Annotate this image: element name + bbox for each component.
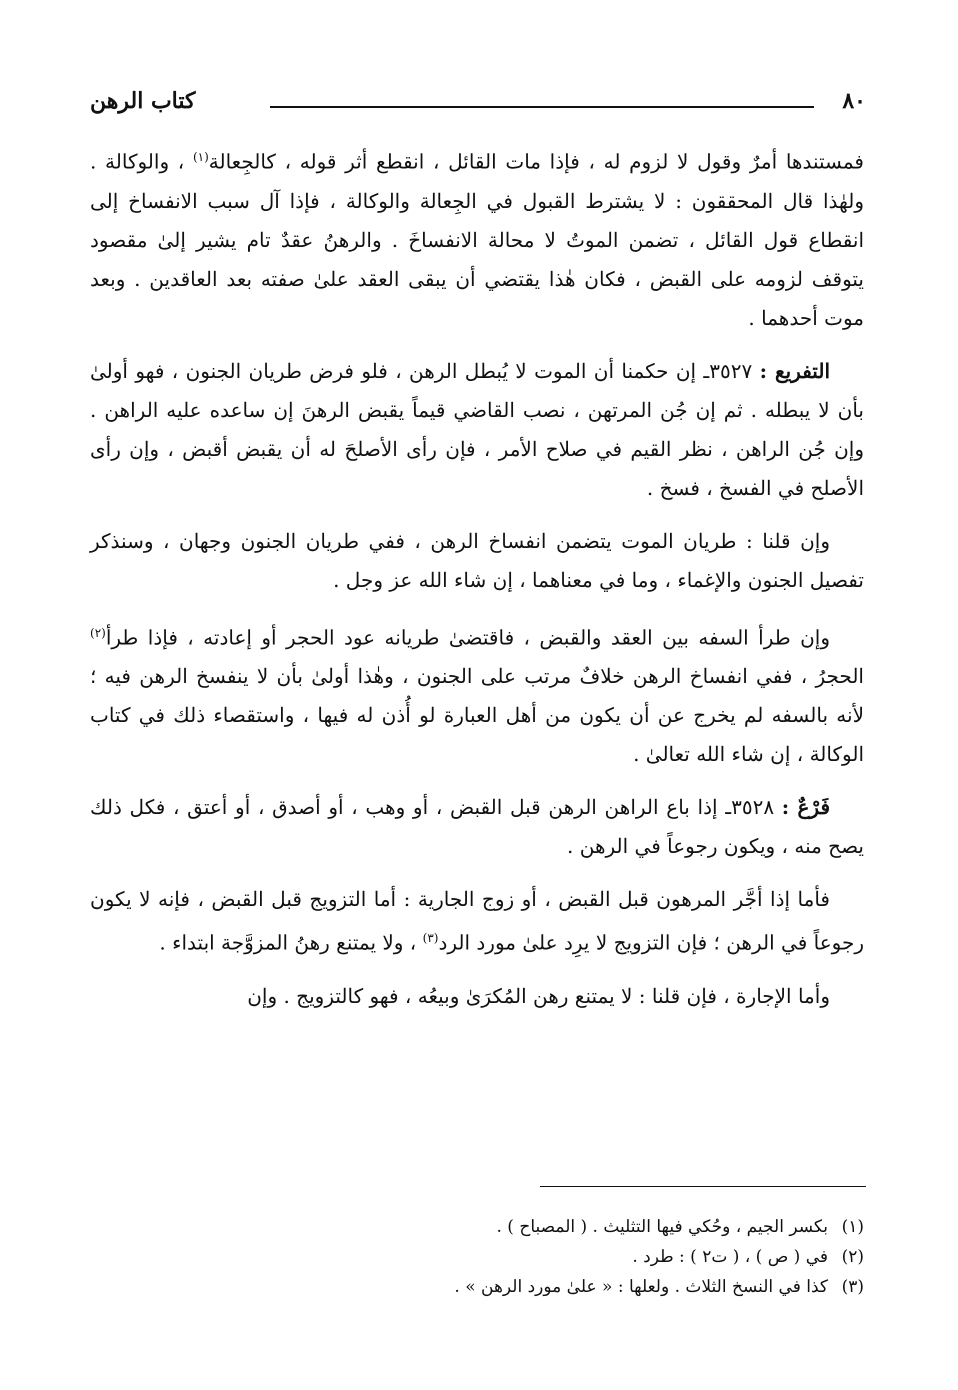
footnote-number: (١)	[841, 1217, 864, 1237]
footnote-text: بكسر الجيم ، وحُكي فيها التثليث . ( المصباح ) .	[496, 1217, 828, 1237]
paragraph	[90, 614, 864, 775]
paragraph-text: وأما الإجارة ، فإن قلنا : لا يمتنع رهن المُكرَىٰ وبيعُه ، فهو كالتزويج . وإن	[247, 983, 830, 1008]
paragraph	[90, 522, 864, 600]
paragraph-text: وإن طرأ السفه بين العقد والقبض ، فاقتضىٰ طريانه عود الحجر أو إعادته ، فإذا طرأ	[105, 625, 830, 650]
footnote-number: (٣)	[841, 1277, 864, 1297]
footnote-ref: (١)	[192, 150, 209, 164]
footnote-number: (٢)	[841, 1247, 864, 1267]
paragraph-text: ، والوكالة . ولهٰذا قال المحققون : لا يشترط القبول في الجِعالة والوكالة ، فإذا آل سبب الانفساخ إلى انقطاع قول القائل ، تضمن الموتُ لا محالة الانفساخَ . والرهنُ عقدٌ تام يشير إلىٰ مقصود يتوقف لزومه على القبض ، فكان هٰذا يقتضي أن يبقى العقد علىٰ صفته بعد العاقدين . وبعد موت أحدهما .	[90, 149, 864, 330]
paragraph	[90, 977, 864, 1016]
paragraph-text: وإن قلنا : طريان الموت يتضمن انفساخ الرهن ، ففي طريان الجنون وجهان ، وسنذكر تفصيل الجنون والإغماء ، وما في معناهما ، إن شاء الله عز وجل .	[90, 528, 864, 592]
footnotes	[400, 1212, 864, 1302]
footnote	[400, 1212, 864, 1242]
footnote	[400, 1242, 864, 1272]
footnote	[400, 1272, 864, 1302]
footnote-text: في ( ص ) ، ( ت٢ ) : طرد .	[632, 1247, 828, 1267]
page-header	[90, 88, 866, 122]
paragraph	[90, 138, 864, 338]
body-text	[90, 138, 864, 1030]
page-number: ٨٠	[842, 88, 866, 114]
paragraph	[90, 880, 864, 963]
paragraph-text: الحجرُ ، ففي انفساخ الرهن خلافٌ مرتب على الجنون ، وهٰذا أولىٰ بأن لا ينفسخ الرهن فيه ؛ لأنه بالسفه لم يخرج عن أن يكون من أهل العبارة لو أُذن له فيها ، واستقصاء ذلك في كتاب الوكالة ، إن شاء الله تعالىٰ .	[90, 664, 864, 767]
running-title: كتاب الرهن	[90, 88, 196, 114]
section-heading: التفريع :	[759, 358, 830, 383]
header-rule	[270, 106, 814, 108]
footnote-text: كذا في النسخ الثلاث . ولعلها : « علىٰ مورد الرهن » .	[454, 1277, 828, 1297]
paragraph	[90, 352, 864, 508]
section-heading: فَرْعٌ :	[781, 795, 831, 820]
paragraph	[90, 788, 864, 866]
footnote-rule	[540, 1186, 866, 1187]
paragraph-text: ، ولا يمتنع رهنُ المزوَّجة ابتداء .	[159, 930, 423, 955]
footnote-ref: (٣)	[422, 931, 439, 946]
paragraph-text: ٣٥٢٨ـ إذا باع الراهن الرهن قبل القبض ، أو وهب ، أو أصدق ، أو أعتق ، فكل ذلك يصح منه ، ويكون رجوعاً في الرهن .	[90, 795, 864, 859]
paragraph-text: فأما إذا أجَّر المرهون قبل القبض ، أو زوج الجارية : أما التزويج قبل القبض ، فإنه لا يكون رجوعاً في الرهن ؛ فإن التزويج لا يرِد علىٰ مورد الرد	[90, 887, 864, 955]
footnote-ref: (٢)	[90, 625, 106, 640]
paragraph-text: فمستندها أمرٌ وقول لا لزوم له ، فإذا مات القائل ، انقطع أثر قوله ، كالجِعالة	[208, 149, 864, 174]
paragraph-text: ٣٥٢٧ـ إن حكمنا أن الموت لا يُبطل الرهن ، فلو فرض طريان الجنون ، فهو أولىٰ بأن لا يبطله . ثم إن جُن المرتهن ، نصب القاضي قيماً يقبض الرهنَ إن ساعده عليه الراهن . وإن جُن الراهن ، نظر القيم في صلاح الأمر ، فإن رأى الأصلحَ له أن يقبض أقبض ، وإن رأى الأصلح في الفسخ ، فسخ .	[90, 358, 864, 500]
